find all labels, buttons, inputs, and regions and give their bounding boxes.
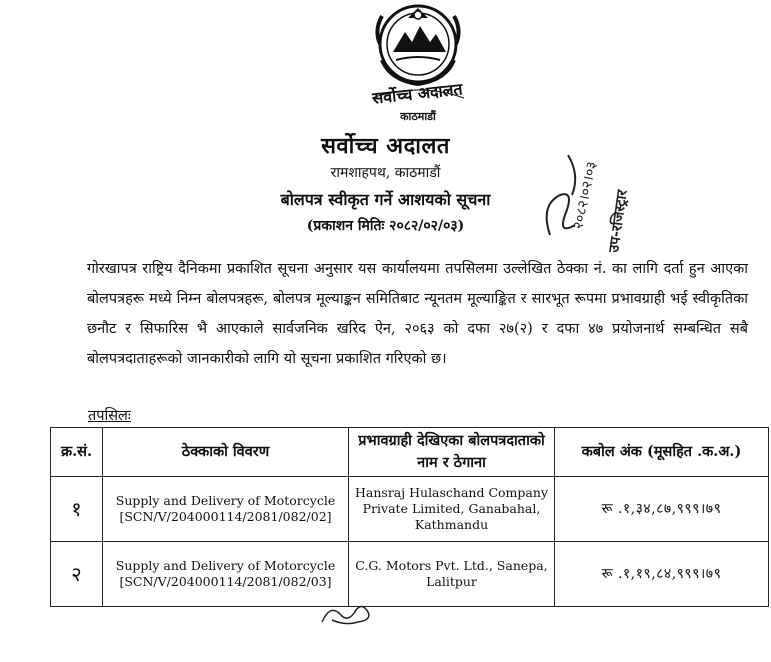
header-bidder: प्रभावग्राही देखिएका बोलपत्रदाताको नाम र ठेगाना xyxy=(349,428,555,477)
court-name: सर्वोच्च अदालत xyxy=(321,133,450,159)
bidder-line: Hansraj Hulaschand Company xyxy=(355,485,548,500)
table-header-row xyxy=(51,428,769,477)
contract-number: [SCN/V/204000114/2081/082/02] xyxy=(119,509,332,524)
row-amount: रू .१,१९,८४,९९९।७९ xyxy=(555,542,769,607)
svg-text:२०८२।०२।०३: २०८२।०२।०३ xyxy=(570,160,601,231)
row-bidder xyxy=(349,542,555,607)
row-bidder xyxy=(349,477,555,542)
header-amount: कबोल अंक (मूसहित .क.अ.) xyxy=(555,428,769,477)
bidder-line: C.G. Motors Pvt. Ltd., Sanepa, xyxy=(355,558,548,573)
signature-stamp xyxy=(520,135,660,260)
bid-table xyxy=(50,427,769,607)
court-address: रामशाहपथ, काठमाडौं xyxy=(330,165,441,181)
row-sn: २ xyxy=(51,542,103,607)
table-row xyxy=(51,477,769,542)
svg-text:सर्वोच्च अदालत: सर्वोच्च अदालत xyxy=(371,79,464,108)
bidder-line: Kathmandu xyxy=(414,517,489,532)
contract-desc: Supply and Delivery of Motorcycle xyxy=(115,493,336,508)
supreme-court-emblem xyxy=(360,2,476,124)
notice-title: बोलपत्र स्वीकृत गर्ने आशयको सूचना xyxy=(280,190,491,209)
row-contract xyxy=(103,477,349,542)
svg-text:काठमाडौं: काठमाडौं xyxy=(400,110,436,123)
contract-desc: Supply and Delivery of Motorcycle xyxy=(115,558,336,573)
row-amount: रू .१,३४,८७,९९९।७९ xyxy=(555,477,769,542)
schedule-label: तपसिलः xyxy=(88,408,131,424)
row-contract xyxy=(103,542,349,607)
contract-number: [SCN/V/204000114/2081/082/03] xyxy=(119,574,332,589)
table-row xyxy=(51,542,769,607)
bidder-line: Private Limited, Ganabahal, xyxy=(362,501,541,516)
row-sn: १ xyxy=(51,477,103,542)
header-contract: ठेक्काको विवरण xyxy=(103,428,349,477)
notice-paragraph: गोरखापत्र राष्ट्रिय दैनिकमा प्रकाशित सूचना अनुसार यस कार्यालयमा तपसिलमा उल्लेखित ठेक्का नं. का लागि दर्ता हुन आएका बोलपत्रहरू मध्ये निम्न बोलपत्रहरू, बोलपत्र मूल्याङ्कन समितिबाट न्यूनतम मूल्याङ्कित र सारभूत रूपमा प्रभावग्राही भई स्वीकृतिका छनौट र सिफारिस भै आएकाले सार्वजनिक खरिद ऐन, २०६३ को दफा २७(२) र दफा ४७ प्रयोजनार्थ सम्बन्धित सबै बोलपत्रदाताहरूको जानकारीको लागि यो सूचना प्रकाशित गरिएको छ। xyxy=(87,261,748,367)
publication-date: (प्रकाशन मितिः २०८२/०२/०३) xyxy=(306,218,465,234)
initial-flourish xyxy=(318,600,378,630)
svg-text:उप-रजिस्ट्रार: उप-रजिस्ट्रार xyxy=(606,188,631,254)
bidder-line: Lalitpur xyxy=(426,574,477,589)
header-sn: क्र.सं. xyxy=(51,428,103,477)
